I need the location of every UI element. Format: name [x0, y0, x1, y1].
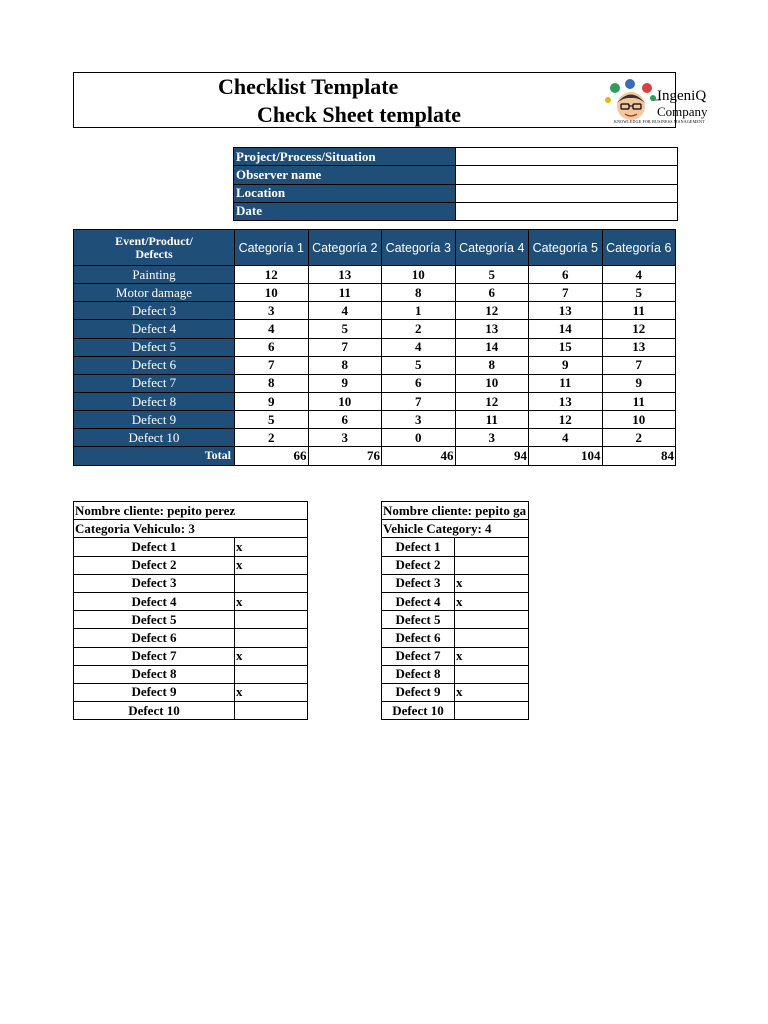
- date-field[interactable]: [456, 202, 678, 220]
- count-cell[interactable]: 13: [529, 302, 603, 320]
- table-row: [74, 266, 676, 284]
- count-cell[interactable]: 6: [235, 338, 309, 356]
- defect-name: Defect 7: [74, 647, 235, 665]
- total-cell: 66: [235, 447, 309, 465]
- count-cell[interactable]: 10: [455, 374, 529, 392]
- customer-name-row: [74, 502, 308, 520]
- count-cell[interactable]: 9: [235, 392, 309, 410]
- defect-row: [382, 611, 529, 629]
- table-row: [74, 302, 676, 320]
- count-cell[interactable]: 13: [308, 266, 382, 284]
- defect-name: Defect 9: [74, 683, 235, 701]
- count-cell[interactable]: 9: [529, 356, 603, 374]
- defect-name: Defect 2: [382, 556, 455, 574]
- defect-check-cell[interactable]: [455, 629, 529, 647]
- count-cell[interactable]: 12: [455, 392, 529, 410]
- page-title: Checklist Template: [218, 74, 399, 99]
- row-label: Painting: [74, 266, 235, 284]
- total-cell: 76: [308, 447, 382, 465]
- count-cell[interactable]: 12: [529, 411, 603, 429]
- page-subtitle: Check Sheet template: [257, 102, 462, 127]
- defect-name: Defect 7: [382, 647, 455, 665]
- info-row: [234, 202, 678, 220]
- defect-check-cell[interactable]: [455, 702, 529, 720]
- column-header: Categoría 1: [235, 230, 309, 266]
- defect-name: Defect 2: [74, 556, 235, 574]
- defect-check-cell[interactable]: x: [455, 574, 529, 592]
- defect-name: Defect 3: [74, 574, 235, 592]
- count-cell[interactable]: 9: [602, 374, 676, 392]
- count-cell[interactable]: 6: [308, 411, 382, 429]
- defect-name: Defect 6: [382, 629, 455, 647]
- total-cell: 46: [382, 447, 456, 465]
- defect-row: [382, 538, 529, 556]
- data-table-body: [74, 266, 676, 447]
- count-cell[interactable]: 6: [529, 266, 603, 284]
- total-cell: 104: [529, 447, 603, 465]
- defect-check-cell[interactable]: x: [235, 556, 308, 574]
- count-cell[interactable]: 13: [602, 338, 676, 356]
- count-cell[interactable]: 14: [455, 338, 529, 356]
- defect-row: [74, 629, 308, 647]
- defect-check-cell[interactable]: x: [455, 683, 529, 701]
- table-row: [74, 374, 676, 392]
- customer-name-row: [382, 502, 529, 520]
- defect-row: [382, 629, 529, 647]
- table-row: [74, 356, 676, 374]
- defect-check-cell[interactable]: x: [235, 592, 308, 610]
- count-cell[interactable]: 7: [602, 356, 676, 374]
- column-header: Categoría 3: [382, 230, 456, 266]
- count-cell[interactable]: 6: [455, 284, 529, 302]
- defect-row: [382, 556, 529, 574]
- defect-row: [74, 592, 308, 610]
- defect-row: [74, 702, 308, 720]
- table-row: [74, 411, 676, 429]
- row-label: Defect 9: [74, 411, 235, 429]
- count-cell[interactable]: 12: [235, 266, 309, 284]
- row-label: Defect 5: [74, 338, 235, 356]
- corner-header: [74, 230, 235, 266]
- count-cell[interactable]: 5: [308, 320, 382, 338]
- logo-tagline: KNOWLEDGE FOR BUSINESS MANAGEMENT: [614, 119, 705, 124]
- count-cell[interactable]: 6: [382, 374, 456, 392]
- count-cell[interactable]: 4: [602, 266, 676, 284]
- info-label: Location: [234, 184, 456, 202]
- defects-data-table: [73, 229, 676, 466]
- project-field[interactable]: [456, 148, 678, 166]
- defect-row: [74, 647, 308, 665]
- customer-2-defects: [382, 538, 529, 720]
- corner-label-line-2: Defects: [135, 246, 173, 261]
- project-info-table: [233, 147, 678, 221]
- defect-name: Defect 4: [74, 592, 235, 610]
- defect-row: [74, 556, 308, 574]
- customer-category-row: [74, 520, 308, 538]
- defect-row: [74, 611, 308, 629]
- count-cell[interactable]: 10: [602, 411, 676, 429]
- count-cell[interactable]: 13: [529, 392, 603, 410]
- table-row: [74, 429, 676, 447]
- defect-name: Defect 5: [74, 611, 235, 629]
- count-cell[interactable]: 8: [455, 356, 529, 374]
- total-row: [74, 447, 676, 465]
- defect-check-cell[interactable]: [235, 611, 308, 629]
- vehicle-category: Vehicle Category: 4: [382, 520, 529, 538]
- count-cell[interactable]: 13: [455, 320, 529, 338]
- table-row: [74, 320, 676, 338]
- count-cell[interactable]: 4: [235, 320, 309, 338]
- count-cell[interactable]: 10: [382, 266, 456, 284]
- count-cell[interactable]: 1: [382, 302, 456, 320]
- row-label: Defect 8: [74, 392, 235, 410]
- defect-check-cell[interactable]: [455, 611, 529, 629]
- table-row: [74, 338, 676, 356]
- defect-check-cell[interactable]: x: [455, 647, 529, 665]
- count-cell[interactable]: 3: [382, 411, 456, 429]
- count-cell[interactable]: 0: [382, 429, 456, 447]
- count-cell[interactable]: 8: [235, 374, 309, 392]
- customer-1-checklist: [73, 501, 308, 720]
- count-cell[interactable]: 7: [235, 356, 309, 374]
- count-cell[interactable]: 5: [602, 284, 676, 302]
- column-header: Categoría 2: [308, 230, 382, 266]
- location-field[interactable]: [456, 184, 678, 202]
- defect-check-cell[interactable]: x: [235, 647, 308, 665]
- defect-name: Defect 8: [382, 665, 455, 683]
- column-header: Categoría 4: [455, 230, 529, 266]
- count-cell[interactable]: 11: [602, 302, 676, 320]
- customer-category-row: [382, 520, 529, 538]
- vehicle-category: Categoria Vehiculo: 3: [74, 520, 308, 538]
- table-row: [74, 284, 676, 302]
- count-cell[interactable]: 8: [382, 284, 456, 302]
- info-label: Observer name: [234, 166, 456, 184]
- info-label: Project/Process/Situation: [234, 148, 456, 166]
- total-label: Total: [74, 447, 235, 465]
- defect-row: [382, 574, 529, 592]
- defect-name: Defect 9: [382, 683, 455, 701]
- defect-check-cell[interactable]: [235, 574, 308, 592]
- info-row: [234, 166, 678, 184]
- row-label: Motor damage: [74, 284, 235, 302]
- defect-row: [74, 538, 308, 556]
- corner-label-line-1: Event/Product/: [115, 233, 193, 248]
- defect-name: Defect 10: [74, 702, 235, 720]
- count-cell[interactable]: 11: [529, 374, 603, 392]
- count-cell[interactable]: 11: [455, 411, 529, 429]
- defect-row: [382, 683, 529, 701]
- defect-check-cell[interactable]: x: [235, 538, 308, 556]
- count-cell[interactable]: 11: [308, 284, 382, 302]
- count-cell[interactable]: 4: [308, 302, 382, 320]
- defect-check-cell[interactable]: x: [455, 592, 529, 610]
- defect-row: [382, 702, 529, 720]
- count-cell[interactable]: 5: [235, 411, 309, 429]
- count-cell[interactable]: 3: [308, 429, 382, 447]
- count-cell[interactable]: 4: [382, 338, 456, 356]
- info-row: [234, 184, 678, 202]
- row-label: Defect 3: [74, 302, 235, 320]
- count-cell[interactable]: 12: [455, 302, 529, 320]
- count-cell[interactable]: 11: [602, 392, 676, 410]
- defect-check-cell[interactable]: [455, 556, 529, 574]
- defect-row: [382, 665, 529, 683]
- count-cell[interactable]: 14: [529, 320, 603, 338]
- defect-name: Defect 10: [382, 702, 455, 720]
- info-label: Date: [234, 202, 456, 220]
- defect-name: Defect 8: [74, 665, 235, 683]
- defect-check-cell[interactable]: [235, 629, 308, 647]
- defect-name: Defect 1: [74, 538, 235, 556]
- count-cell[interactable]: 7: [529, 284, 603, 302]
- defect-row: [74, 665, 308, 683]
- defect-name: Defect 1: [382, 538, 455, 556]
- count-cell[interactable]: 4: [529, 429, 603, 447]
- count-cell[interactable]: 2: [382, 320, 456, 338]
- logo-name: IngeniQ: [657, 88, 707, 104]
- defect-row: [382, 592, 529, 610]
- row-label: Defect 7: [74, 374, 235, 392]
- defect-check-cell[interactable]: [455, 538, 529, 556]
- defect-check-cell[interactable]: [235, 665, 308, 683]
- count-cell[interactable]: 8: [308, 356, 382, 374]
- defect-row: [382, 647, 529, 665]
- total-cell: 84: [602, 447, 676, 465]
- count-cell[interactable]: 12: [602, 320, 676, 338]
- count-cell[interactable]: 7: [308, 338, 382, 356]
- info-row: [234, 148, 678, 166]
- row-label: Defect 6: [74, 356, 235, 374]
- defect-check-cell[interactable]: [455, 665, 529, 683]
- count-cell[interactable]: 10: [308, 392, 382, 410]
- defect-name: Defect 5: [382, 611, 455, 629]
- count-cell[interactable]: 15: [529, 338, 603, 356]
- count-cell[interactable]: 2: [235, 429, 309, 447]
- defect-name: Defect 6: [74, 629, 235, 647]
- defect-check-cell[interactable]: x: [235, 683, 308, 701]
- column-header: Categoría 5: [529, 230, 603, 266]
- count-cell[interactable]: 7: [382, 392, 456, 410]
- row-label: Defect 10: [74, 429, 235, 447]
- defect-name: Defect 3: [382, 574, 455, 592]
- count-cell[interactable]: 3: [235, 302, 309, 320]
- defect-check-cell[interactable]: [235, 702, 308, 720]
- customer-name: Nombre cliente: pepito ga: [382, 502, 529, 520]
- defect-row: [74, 683, 308, 701]
- logo-company: Company: [657, 104, 708, 119]
- customer-1-defects: [74, 538, 308, 720]
- defect-row: [74, 574, 308, 592]
- count-cell[interactable]: 10: [235, 284, 309, 302]
- observer-field[interactable]: [456, 166, 678, 184]
- column-header: Categoría 6: [602, 230, 676, 266]
- count-cell[interactable]: 3: [455, 429, 529, 447]
- row-label: Defect 4: [74, 320, 235, 338]
- count-cell[interactable]: 5: [455, 266, 529, 284]
- customer-name: Nombre cliente: pepito perez: [74, 502, 308, 520]
- count-cell[interactable]: 9: [308, 374, 382, 392]
- count-cell[interactable]: 5: [382, 356, 456, 374]
- defect-name: Defect 4: [382, 592, 455, 610]
- total-cell: 94: [455, 447, 529, 465]
- table-header-row: [74, 230, 676, 266]
- table-row: [74, 392, 676, 410]
- customer-2-checklist: [381, 501, 529, 720]
- count-cell[interactable]: 2: [602, 429, 676, 447]
